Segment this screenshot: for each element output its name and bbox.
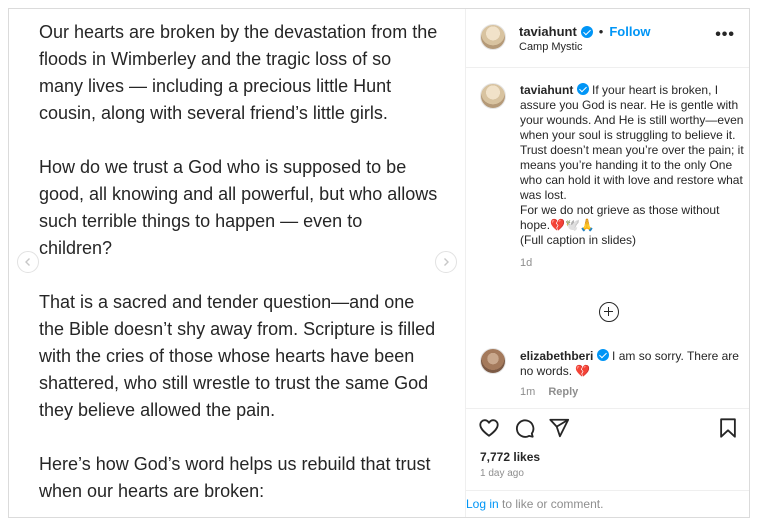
- share-icon: [548, 417, 570, 439]
- slide-paragraph-3: That is a sacred and tender question—and one the Bible doesn’t shy away from. Scripture is filled with the cries of those whose hearts have been shattered, who still wrestle to trust the same God they believe allowed the pain.: [39, 292, 436, 420]
- post-date: 1 day ago: [480, 468, 524, 479]
- like-button[interactable]: [478, 417, 500, 439]
- chevron-right-icon: [441, 257, 451, 267]
- verified-badge-icon: [581, 26, 593, 38]
- caption-username[interactable]: taviahunt: [520, 83, 574, 97]
- comment-icon: [513, 417, 535, 439]
- slide-paragraph-4: Here’s how God’s word helps us rebuild that trust when our hearts are broken:: [39, 454, 431, 501]
- author-line: [519, 24, 651, 39]
- caption-body: [520, 83, 750, 271]
- login-prompt-text: to like or comment.: [498, 497, 604, 511]
- comment-time: 1m: [520, 386, 536, 398]
- next-slide-button[interactable]: [435, 251, 457, 273]
- author-username[interactable]: taviahunt: [519, 24, 577, 39]
- login-prompt: [466, 490, 749, 517]
- more-options-icon[interactable]: •••: [715, 26, 735, 43]
- heart-icon: [478, 417, 500, 439]
- caption-line-2: For we do not grieve as those without hope.💔🕊️🙏: [520, 203, 720, 232]
- commenter-username[interactable]: elizabethberi: [520, 349, 594, 363]
- comment-meta: [520, 385, 740, 400]
- post-header: [466, 9, 749, 68]
- caption-avatar[interactable]: [480, 83, 506, 109]
- reply-button[interactable]: Reply: [548, 386, 579, 398]
- post-frame: [8, 8, 750, 518]
- slide-text: [39, 19, 439, 518]
- comment-body: [520, 349, 740, 400]
- action-bar: [466, 408, 749, 447]
- save-button[interactable]: [717, 417, 739, 439]
- comment-text: I am so sorry. There are no words. 💔: [520, 349, 739, 378]
- add-comment-icon[interactable]: [599, 302, 619, 322]
- caption-verified-badge-icon: [577, 83, 589, 95]
- post-location[interactable]: Camp Mystic: [519, 41, 583, 53]
- caption-line-1: If your heart is broken, I assure you God is near. He is gentle with your wounds. And He is still worthy—even when your soul is struggling to believe it. Trust doesn’t mean you’re over the pain; it means you’re handing it to the only One who can hold it with love and restore what was lost.: [520, 83, 744, 202]
- slide-paragraph-2: How do we trust a God who is supposed to be good, all knowing and all powerful, but who allows such terrible things to happen — even to children?: [39, 157, 438, 258]
- separator-dot: •: [598, 24, 604, 39]
- previous-slide-button[interactable]: [17, 251, 39, 273]
- likes-count[interactable]: 7,772 likes: [480, 450, 541, 464]
- author-avatar[interactable]: [480, 24, 506, 50]
- caption-time: 1d: [520, 257, 533, 269]
- bookmark-icon: [717, 417, 739, 439]
- follow-button[interactable]: Follow: [609, 24, 651, 39]
- caption-line-3: (Full caption in slides): [520, 233, 637, 247]
- commenter-verified-badge-icon: [597, 349, 609, 361]
- login-link[interactable]: Log in: [466, 497, 499, 511]
- comment-button[interactable]: [513, 417, 535, 439]
- chevron-left-icon: [23, 257, 33, 267]
- commenter-avatar[interactable]: [480, 348, 506, 374]
- slide-paragraph-1: Our hearts are broken by the devastation from the floods in Wimberley and the tragic loss of so many lives — including a precious little Hunt cousin, along with several friend’s little girls.: [39, 22, 438, 123]
- post-slide: [9, 9, 466, 517]
- post-sidebar: [466, 9, 749, 517]
- share-button[interactable]: [548, 417, 570, 439]
